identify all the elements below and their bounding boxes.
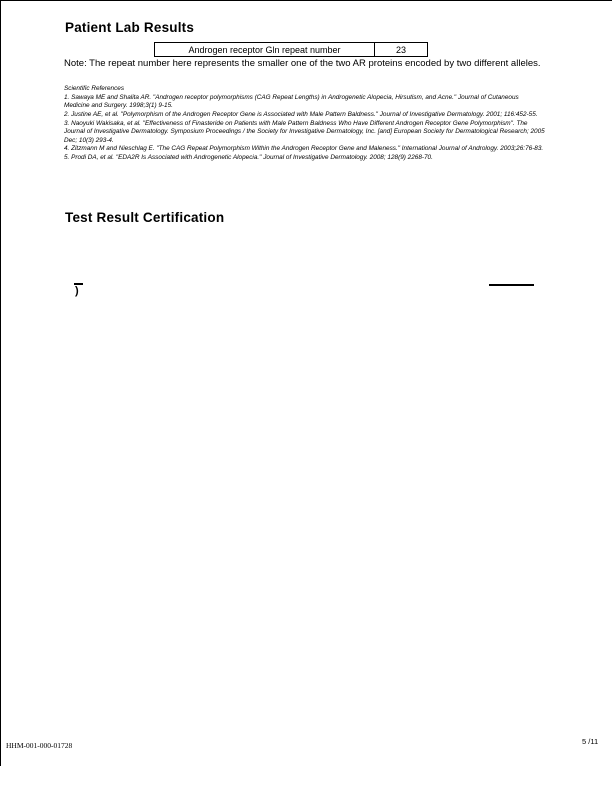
footer-page-number: 5 /11	[582, 737, 599, 746]
reference-item: 1. Sawaya ME and Shalita AR. "Androgen receptor polymorphisms (CAG Repeat Lengths) in Androgenetic Alopecia, Hirsutism, and Acne." Journal of Cutaneous Medicine and Surgery. 1998;3(1) 9-15.	[64, 93, 519, 110]
page-left-border	[0, 0, 1, 766]
reference-item: 4. Zitzmann M and Nieschlag E. "The CAG Repeat Polymorphism Within the Androgen Receptor Gene and Maleness." International Journal of Andrology. 2003;26:76-83.	[64, 145, 544, 153]
reference-item: 2. Justine AE, et al. "Polymorphism of the Androgen Receptor Gene is Associated with Male Pattern Baldness." Journal of Investigative Dermatology. 2001; 116:452-55.	[64, 110, 538, 118]
signature-stroke-mark: )	[75, 285, 79, 297]
result-value-cell: 23	[375, 43, 428, 57]
references-heading: Scientific References	[64, 85, 125, 92]
page-top-border	[0, 0, 612, 1]
table-row	[155, 43, 428, 57]
reference-item: 3. Naoyuki Wakisaka, et al. "Effectiveness of Finasteride on Patients with Male Pattern Baldness Who Have Different Androgen Receptor Gene Polymorphism". The Journal of Investigative Dermatology. Symposium Proceedings / the Society for Investigative Dermatology, Inc. [and] European Society for Dermatological Research; 2005 Dec; 10(3) 293-4.	[64, 119, 545, 144]
references-block	[64, 85, 546, 163]
note-text: Note: The repeat number here represents the smaller one of the two AR proteins encoded by two different alleles.	[64, 58, 541, 69]
result-table	[154, 42, 428, 57]
result-label-cell: Androgen receptor Gln repeat number	[155, 43, 375, 57]
reference-item: 5. Prodi DA, et al. "EDA2R Is Associated with Androgenetic Alopecia." Journal of Investigative Dermatology. 2008; 128(9) 2268-70.	[64, 154, 433, 162]
footer-doc-code: HHM-001-000-01728	[6, 741, 73, 750]
page-title: Patient Lab Results	[65, 20, 195, 35]
section-title: Test Result Certification	[65, 210, 225, 225]
signature-line	[489, 284, 534, 286]
